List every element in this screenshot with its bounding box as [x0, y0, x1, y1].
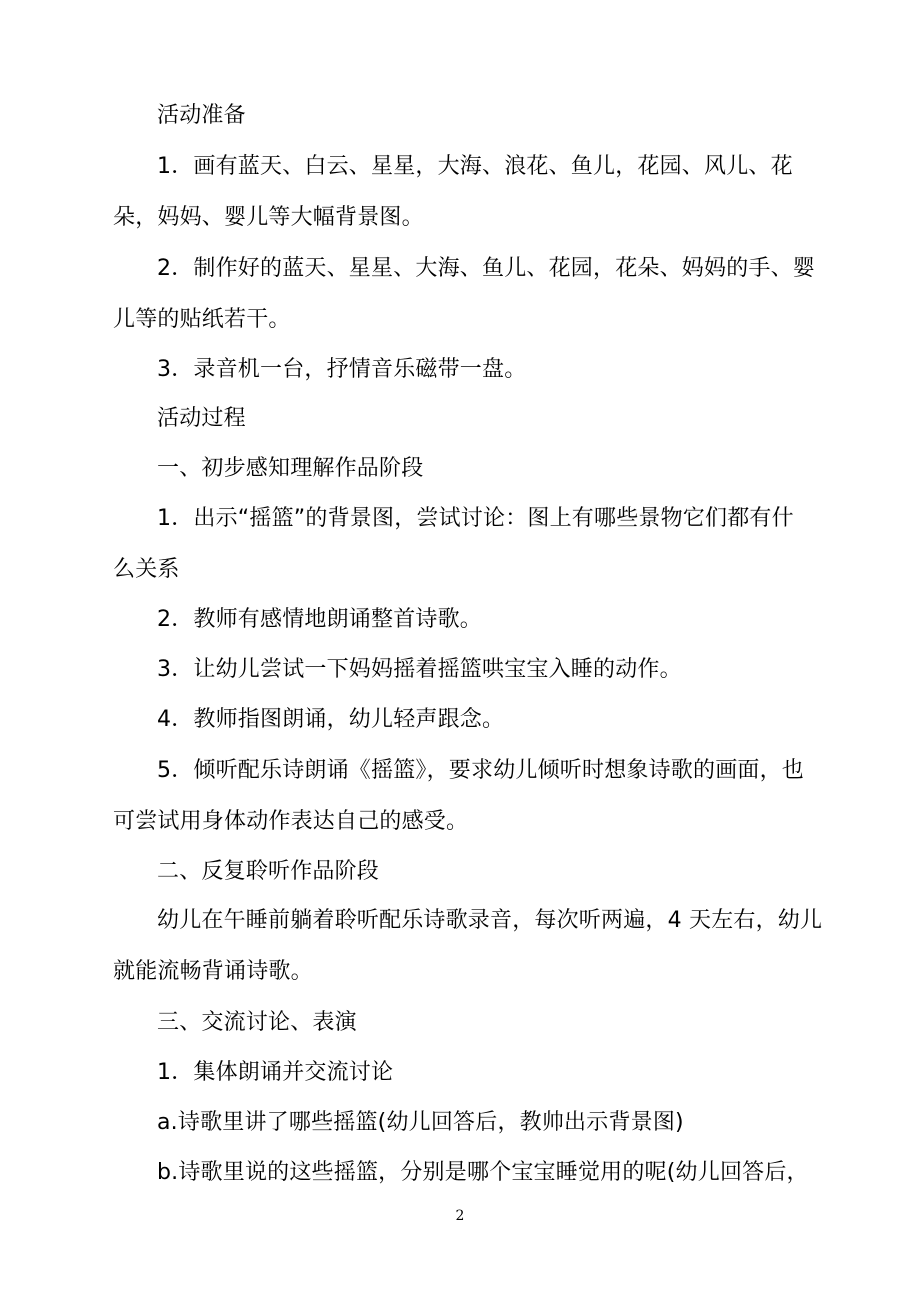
- paragraph-line: 儿等的贴纸若干。: [113, 307, 291, 332]
- section-heading-2: 二、反复聆听作品阶段: [157, 859, 380, 884]
- section-heading-3: 三、交流讨论、表演: [157, 1010, 357, 1035]
- paragraph-line: 1．出示“摇篮”的背景图，尝试讨论：图上有哪些景物它们都有什: [157, 506, 794, 531]
- paragraph-line: 2．教师有感情地朗诵整首诗歌。: [157, 607, 482, 632]
- paragraph-line: 么关系: [113, 557, 180, 582]
- paragraph-line: 5．倾听配乐诗朗诵《摇篮》，要求幼儿倾听时想象诗歌的画面，也: [157, 758, 804, 783]
- paragraph-line: 可尝试用身体动作表达自己的感受。: [113, 809, 469, 834]
- page-number: 2: [455, 1208, 465, 1224]
- heading-activity-process: 活动过程: [157, 406, 246, 431]
- paragraph-line: 2．制作好的蓝天、星星、大海、鱼儿、花园，花朵、妈妈的手、婴: [157, 256, 815, 281]
- paragraph-line: a.诗歌里讲了哪些摇篮(幼儿回答后，教帅出示背景图): [157, 1110, 684, 1135]
- paragraph-line: b.诗歌里说的这些摇篮，分别是哪个宝宝睡觉用的呢(幼儿回答后，: [157, 1160, 809, 1185]
- paragraph-line: 3．录音机一台，抒情音乐磁带一盘。: [157, 357, 527, 382]
- paragraph-line: 3．让幼儿尝试一下妈妈摇着摇篮哄宝宝入睡的动作。: [157, 657, 682, 682]
- heading-activity-preparation: 活动准备: [157, 103, 246, 128]
- paragraph-line: 幼儿在午睡前躺着聆听配乐诗歌录音，每次听两遍，4 天左右，幼儿: [157, 908, 823, 933]
- section-heading-1: 一、初步感知理解作品阶段: [157, 456, 424, 481]
- paragraph-line: 朵，妈妈、婴儿等大幅背景图。: [113, 205, 424, 230]
- paragraph-line: 1．画有蓝天、白云、星星，大海、浪花、鱼儿，花园、风儿、花: [157, 154, 793, 179]
- paragraph-line: 1．集体朗诵并交流讨论: [157, 1060, 394, 1085]
- paragraph-line: 4．教师指图朗诵，幼儿轻声跟念。: [157, 707, 505, 732]
- paragraph-line: 就能流畅背诵诗歌。: [113, 959, 313, 984]
